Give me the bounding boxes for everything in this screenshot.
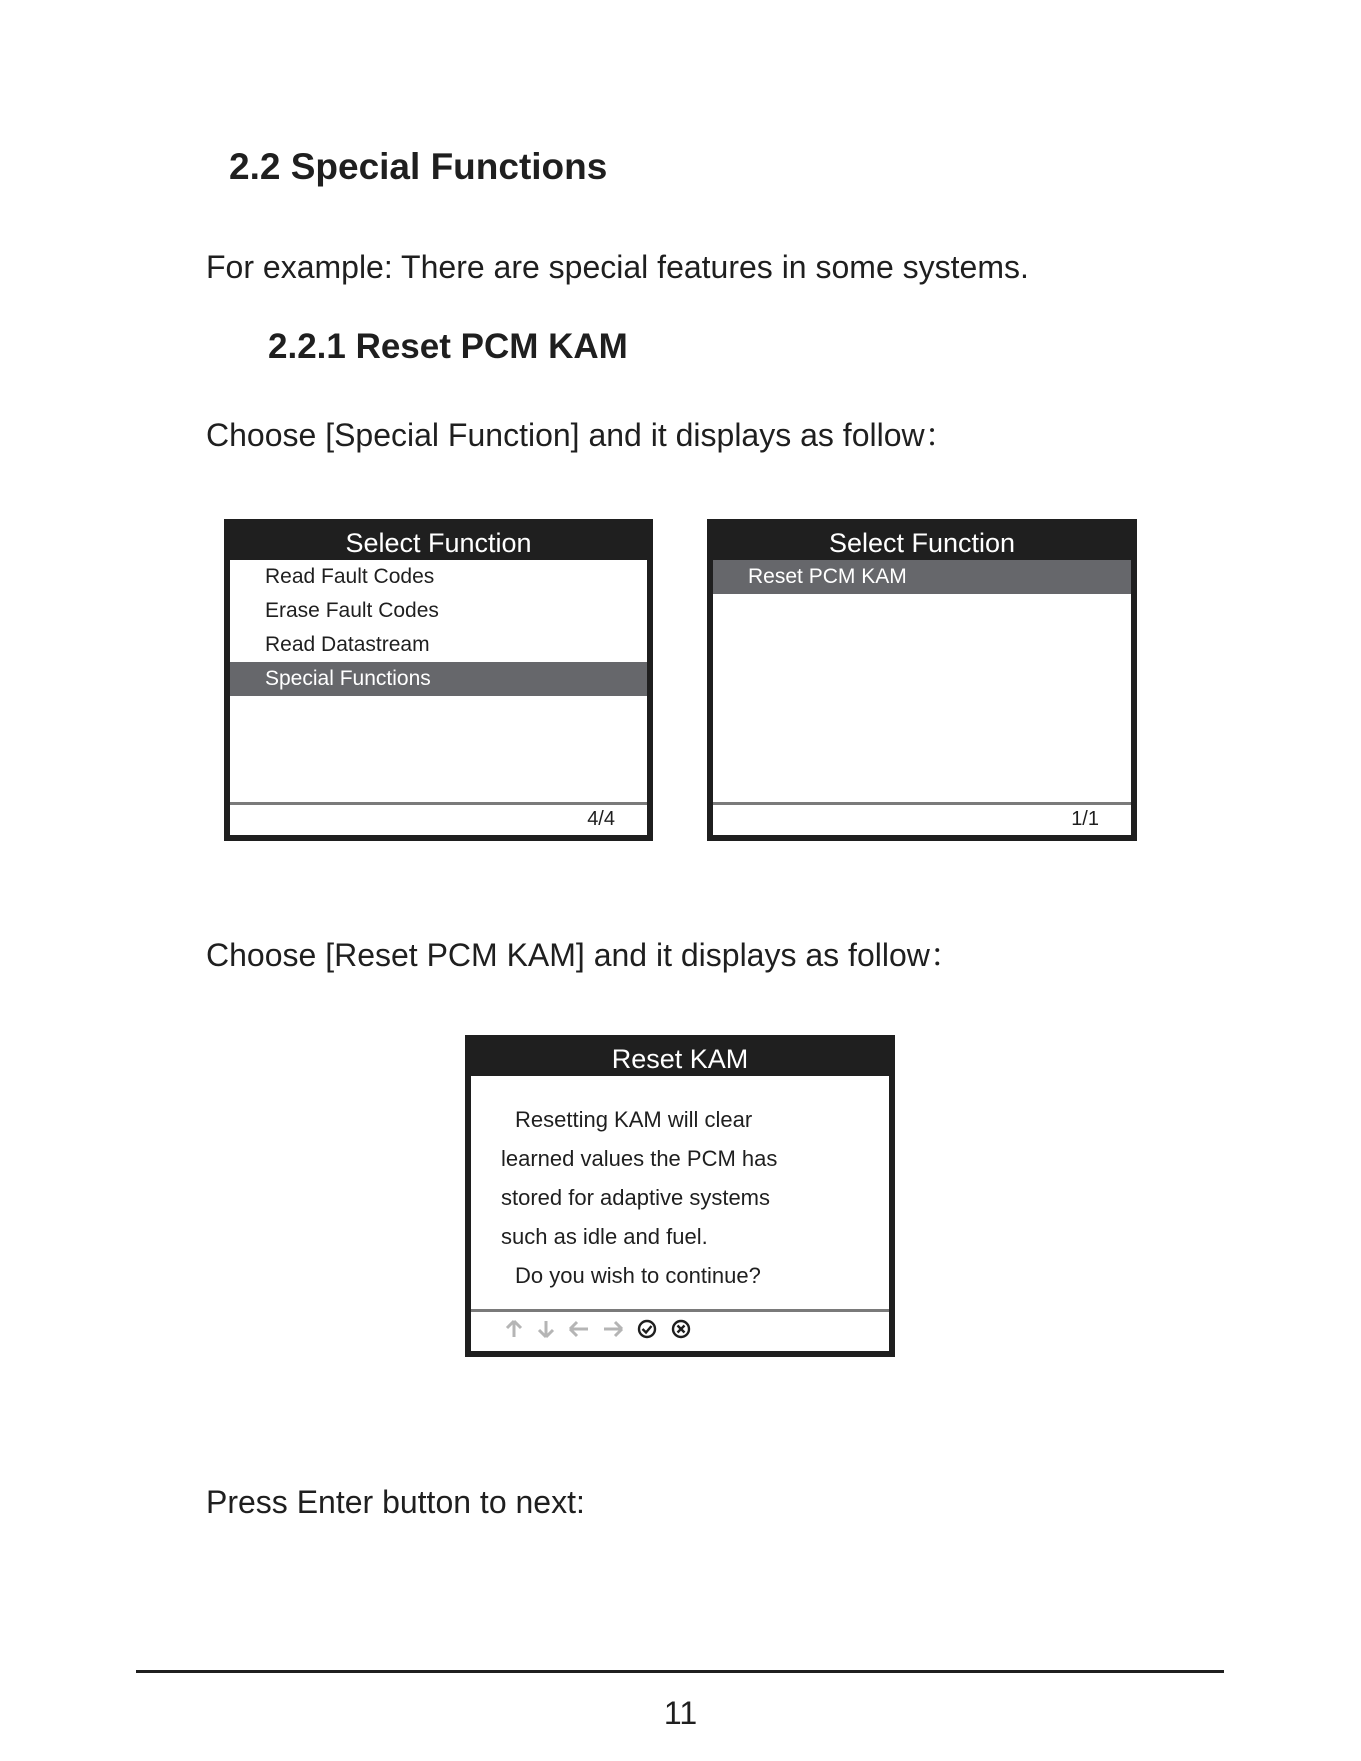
screen-body (713, 560, 1131, 835)
x-circle-icon[interactable] (669, 1317, 693, 1341)
menu-item-read-fault-codes[interactable]: Read Fault Codes (265, 565, 435, 588)
message-line: Resetting KAM will clear (515, 1107, 753, 1132)
section-heading: 2.2 Special Functions (229, 146, 608, 187)
screen-footer (713, 802, 1131, 835)
reset-kam-screen (465, 1035, 895, 1357)
footer-divider (136, 1670, 1224, 1673)
menu-list (230, 560, 647, 696)
message-line: stored for adaptive systems (501, 1185, 771, 1210)
menu-list (713, 560, 1131, 594)
nav-icon-row (503, 1317, 693, 1341)
menu-item-read-datastream[interactable]: Read Datastream (265, 633, 430, 656)
menu-item-reset-pcm-kam[interactable]: Reset PCM KAM (713, 560, 1131, 594)
page-indicator: 4/4 (587, 808, 615, 830)
message-line: learned values the PCM has (501, 1146, 778, 1171)
menu-item-erase-fault-codes[interactable]: Erase Fault Codes (265, 599, 439, 622)
reset-kam-message (501, 1100, 777, 1295)
screen-body (471, 1076, 889, 1351)
page-indicator: 1/1 (1071, 808, 1099, 830)
screen-body (230, 560, 647, 835)
select-function-screen-1 (224, 519, 653, 841)
arrow-down-icon[interactable] (535, 1318, 557, 1340)
select-function-screen-2 (707, 519, 1137, 841)
menu-item-special-functions[interactable]: Special Functions (230, 662, 647, 696)
screen-title: Select Function (345, 528, 532, 558)
page-number: 11 (663, 1695, 698, 1731)
choose-reset-text: Choose [Reset PCM KAM] and it displays as follow： (206, 937, 962, 973)
intro-text: For example: There are special features in some systems. (206, 249, 1029, 285)
message-line: such as idle and fuel. (501, 1224, 708, 1249)
screen-title: Reset KAM (611, 1044, 749, 1074)
choose-special-text: Choose [Special Function] and it displays as follow： (206, 417, 957, 453)
screen-footer (471, 1309, 889, 1351)
subsection-heading: 2.2.1 Reset PCM KAM (268, 327, 628, 366)
arrow-up-icon[interactable] (503, 1318, 525, 1340)
check-circle-icon[interactable] (635, 1317, 659, 1341)
press-enter-text: Press Enter button to next: (206, 1484, 585, 1520)
arrow-left-icon[interactable] (567, 1318, 591, 1340)
screen-footer (230, 802, 647, 835)
arrow-right-icon[interactable] (601, 1318, 625, 1340)
screen-title: Select Function (828, 528, 1016, 558)
message-line: Do you wish to continue? (515, 1263, 761, 1288)
